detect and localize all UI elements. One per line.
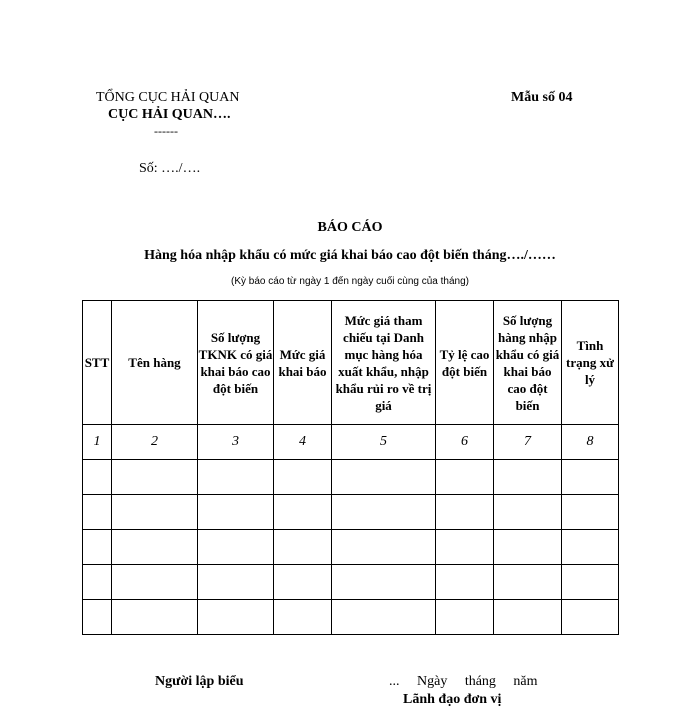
col-header-declaration-count: Số lượng TKNK có giá khai báo cao đột biến — [198, 301, 274, 425]
table-cell — [332, 600, 436, 635]
column-number-row — [83, 425, 619, 460]
table-cell — [198, 600, 274, 635]
col-header-declared-price: Mức giá khai báo — [274, 301, 332, 425]
table-cell — [562, 565, 619, 600]
report-subtitle: Hàng hóa nhập khẩu có mức giá khai báo cao đột biến tháng…./…… — [144, 248, 556, 263]
col-number: 7 — [494, 425, 562, 460]
col-header-stt: STT — [83, 301, 112, 425]
table-cell — [436, 600, 494, 635]
header-row — [83, 301, 619, 425]
table-cell — [436, 495, 494, 530]
table-cell — [562, 495, 619, 530]
form-number: Mẫu số 04 — [511, 90, 573, 105]
col-number: 1 — [83, 425, 112, 460]
col-number: 6 — [436, 425, 494, 460]
col-header-item-name: Tên hàng — [112, 301, 198, 425]
table-cell — [83, 530, 112, 565]
table-cell — [83, 460, 112, 495]
table-cell — [112, 495, 198, 530]
table-cell — [332, 460, 436, 495]
table-row — [83, 600, 619, 635]
col-header-status: Tình trạng xử lý — [562, 301, 619, 425]
table-cell — [83, 495, 112, 530]
table-cell — [436, 460, 494, 495]
table-cell — [332, 530, 436, 565]
table-cell — [494, 530, 562, 565]
table-cell — [436, 530, 494, 565]
col-number: 2 — [112, 425, 198, 460]
table-cell — [112, 565, 198, 600]
table-cell — [198, 530, 274, 565]
table-cell — [112, 600, 198, 635]
preparer-label: Người lập biểu — [155, 674, 244, 689]
table-cell — [83, 565, 112, 600]
col-number: 8 — [562, 425, 619, 460]
approver-label: Lãnh đạo đơn vị — [403, 692, 502, 707]
department-name: CỤC HẢI QUAN…. — [108, 107, 231, 122]
table-cell — [198, 565, 274, 600]
table-cell — [494, 565, 562, 600]
col-number: 4 — [274, 425, 332, 460]
col-number: 3 — [198, 425, 274, 460]
col-header-import-quantity: Số lượng hàng nhập khẩu có giá khai báo cao đột biến — [494, 301, 562, 425]
table-row — [83, 530, 619, 565]
table-row — [83, 565, 619, 600]
table-cell — [562, 600, 619, 635]
date-line: ... Ngày tháng năm — [389, 674, 538, 689]
table-cell — [332, 565, 436, 600]
table-cell — [494, 495, 562, 530]
table-cell — [274, 495, 332, 530]
report-table — [82, 300, 619, 635]
table-cell — [274, 565, 332, 600]
header-separator: ------ — [154, 124, 178, 138]
table-cell — [198, 460, 274, 495]
report-title: BÁO CÁO — [317, 220, 383, 235]
table-row — [83, 460, 619, 495]
table-cell — [562, 460, 619, 495]
table-cell — [274, 460, 332, 495]
table-cell — [494, 460, 562, 495]
table-cell — [112, 530, 198, 565]
agency-name: TỔNG CỤC HẢI QUAN — [96, 90, 240, 105]
table-row — [83, 495, 619, 530]
col-header-spike-ratio: Tỷ lệ cao đột biến — [436, 301, 494, 425]
table-cell — [83, 600, 112, 635]
table-cell — [198, 495, 274, 530]
report-period-note: (Kỳ báo cáo từ ngày 1 đến ngày cuối cùng của tháng) — [231, 276, 469, 287]
document-number: Số: …./…. — [139, 161, 201, 176]
table-cell — [112, 460, 198, 495]
table-cell — [332, 495, 436, 530]
col-header-reference-price: Mức giá tham chiếu tại Danh mục hàng hóa xuất khẩu, nhập khẩu rủi ro về trị giá — [332, 301, 436, 425]
table-cell — [562, 530, 619, 565]
table-cell — [274, 600, 332, 635]
table-cell — [274, 530, 332, 565]
table-cell — [494, 600, 562, 635]
col-number: 5 — [332, 425, 436, 460]
table-cell — [436, 565, 494, 600]
